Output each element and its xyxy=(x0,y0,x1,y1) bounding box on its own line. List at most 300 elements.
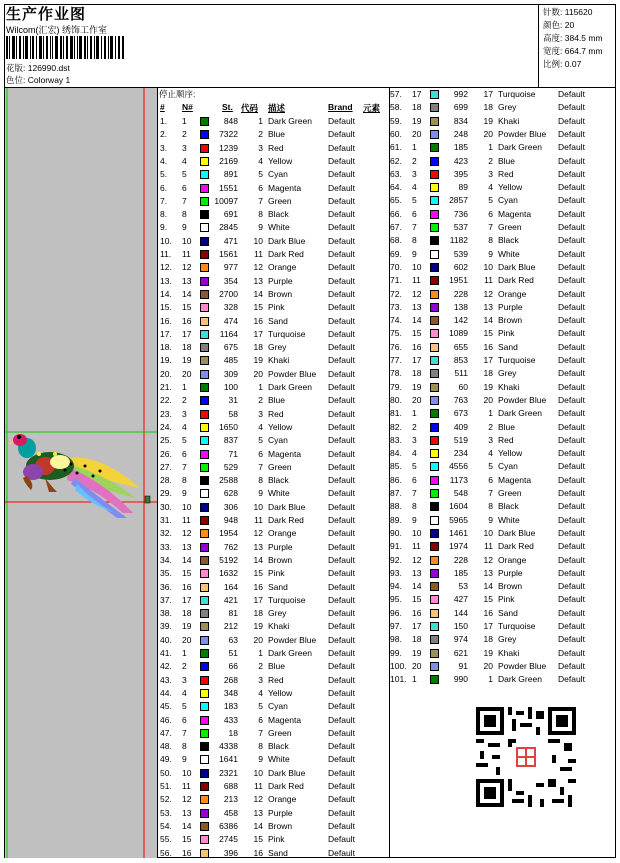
color-description: Dark Blue xyxy=(268,501,306,512)
color-description: Grey xyxy=(498,102,517,113)
color-swatch xyxy=(430,396,439,405)
stop-seq: 43. xyxy=(160,674,172,685)
thread-brand: Default xyxy=(558,394,585,405)
stitch-count: 837 xyxy=(223,435,238,446)
needle-number: 3 xyxy=(182,674,187,685)
stitch-count: 185 xyxy=(453,142,468,153)
needle-number: 6 xyxy=(182,182,187,193)
color-code: 16 xyxy=(253,581,263,592)
stop-seq: 52. xyxy=(160,794,172,805)
color-description: Black xyxy=(498,501,519,512)
needle-number: 15 xyxy=(412,594,422,605)
thread-brand: Default xyxy=(558,501,585,512)
needle-number: 1 xyxy=(412,674,417,685)
stitch-count: 4338 xyxy=(219,741,238,752)
color-swatch xyxy=(200,343,209,352)
stop-row xyxy=(158,128,388,141)
thread-brand: Default xyxy=(328,794,355,805)
color-swatch xyxy=(200,622,209,631)
color-code: 13 xyxy=(253,275,263,286)
stop-seq: 67. xyxy=(390,222,402,232)
stitch-count: 853 xyxy=(453,355,468,365)
needle-number: 16 xyxy=(412,607,422,618)
color-description: Red xyxy=(268,408,284,419)
stop-row xyxy=(388,354,618,367)
stop-seq: 47. xyxy=(160,727,172,738)
thread-brand: Default xyxy=(328,461,355,472)
needle-number: 18 xyxy=(182,608,192,619)
stitch-count: 1164 xyxy=(219,328,238,339)
stop-seq: 101. xyxy=(390,674,407,685)
color-description: Orange xyxy=(268,528,297,539)
stitch-count: 673 xyxy=(453,408,468,419)
color-description: Pink xyxy=(498,594,515,605)
thread-brand: Default xyxy=(328,568,355,579)
thread-brand: Default xyxy=(328,661,355,672)
stop-seq: 65. xyxy=(390,195,402,206)
color-description: Dark Red xyxy=(498,275,534,286)
needle-number: 6 xyxy=(412,474,417,485)
header-needle: N# xyxy=(182,102,193,112)
color-code: 16 xyxy=(483,341,493,352)
color-swatch xyxy=(430,117,439,126)
color-code: 2 xyxy=(258,129,263,140)
stop-seq: 20. xyxy=(160,368,172,379)
stop-seq: 1. xyxy=(160,116,168,126)
needle-number: 17 xyxy=(412,89,422,99)
color-code: 12 xyxy=(483,554,493,565)
needle-number: 18 xyxy=(412,368,422,379)
color-code: 7 xyxy=(488,488,493,498)
stitch-count: 328 xyxy=(223,302,238,313)
stop-row xyxy=(388,447,618,460)
thread-brand: Default xyxy=(558,488,585,498)
color-swatch xyxy=(200,636,209,645)
stop-seq: 2. xyxy=(160,129,168,140)
color-swatch xyxy=(430,476,439,485)
color-description: Orange xyxy=(498,288,527,299)
color-swatch xyxy=(430,449,439,458)
needle-number: 9 xyxy=(182,754,187,765)
header-brand: Brand xyxy=(328,102,353,112)
stop-row xyxy=(388,487,618,500)
color-code: 15 xyxy=(253,302,263,313)
stop-seq: 90. xyxy=(390,527,402,538)
needle-number: 7 xyxy=(182,195,187,206)
color-description: Green xyxy=(498,222,522,232)
stop-seq: 32. xyxy=(160,528,172,539)
design-info-panel xyxy=(538,4,616,87)
stitch-count: 228 xyxy=(453,288,468,299)
stop-row xyxy=(388,327,618,340)
stop-seq: 34. xyxy=(160,554,172,565)
color-code: 4 xyxy=(488,448,493,459)
color-swatch xyxy=(430,196,439,205)
qr-code xyxy=(472,703,580,811)
thread-brand: Default xyxy=(558,208,585,219)
color-code: 8 xyxy=(258,741,263,752)
thread-brand: Default xyxy=(328,342,355,353)
needle-number: 2 xyxy=(182,661,187,672)
color-swatch xyxy=(430,157,439,166)
stop-seq: 72. xyxy=(390,288,402,299)
color-description: Turquoise xyxy=(498,89,536,99)
color-swatch xyxy=(200,370,209,379)
stop-row xyxy=(388,88,618,101)
color-code: 9 xyxy=(258,754,263,765)
stop-seq: 88. xyxy=(390,501,402,512)
color-swatch xyxy=(200,197,209,206)
stop-row xyxy=(158,833,388,846)
thread-brand: Default xyxy=(328,235,355,246)
color-code: 1 xyxy=(258,648,263,658)
color-code: 13 xyxy=(483,301,493,312)
stop-seq: 3. xyxy=(160,142,168,153)
needle-number: 2 xyxy=(412,155,417,166)
stop-row xyxy=(388,474,618,487)
stop-seq: 79. xyxy=(390,381,402,392)
color-swatch xyxy=(200,755,209,764)
color-swatch xyxy=(430,290,439,299)
color-swatch xyxy=(200,609,209,618)
color-swatch xyxy=(200,795,209,804)
stop-row xyxy=(158,740,388,753)
stitch-count: 511 xyxy=(454,368,468,379)
stitch-count: 100 xyxy=(223,382,238,392)
stop-row xyxy=(388,421,618,434)
stop-row xyxy=(388,514,618,527)
stitch-count: 185 xyxy=(453,567,468,578)
color-code: 2 xyxy=(488,155,493,166)
color-code: 17 xyxy=(483,89,493,99)
color-description: Dark Green xyxy=(268,382,312,392)
needle-number: 19 xyxy=(412,647,422,658)
color-swatch xyxy=(200,849,209,858)
stitch-count: 234 xyxy=(453,448,468,459)
color-code: 20 xyxy=(253,634,263,645)
stitch-count: 2745 xyxy=(219,834,238,845)
color-description: Khaki xyxy=(498,115,520,126)
color-code: 5 xyxy=(488,461,493,472)
color-description: Dark Blue xyxy=(268,767,306,778)
needle-number: 5 xyxy=(412,195,417,206)
color-swatch xyxy=(200,317,209,326)
stop-sequence-title: 停止顺序: xyxy=(159,89,196,99)
color-code: 12 xyxy=(253,262,263,273)
stitch-count: 891 xyxy=(223,169,238,180)
stitch-count: 5192 xyxy=(219,554,238,565)
stitch-count: 1561 xyxy=(219,249,238,259)
thread-brand: Default xyxy=(328,395,355,406)
stitch-count: 348 xyxy=(223,687,238,698)
stop-seq: 22. xyxy=(160,395,172,406)
needle-number: 5 xyxy=(182,701,187,712)
stitch-count: 4556 xyxy=(449,461,468,472)
stitch-count: 736 xyxy=(453,208,468,219)
color-code: 3 xyxy=(258,408,263,419)
stop-row xyxy=(388,500,618,513)
thread-brand: Default xyxy=(328,169,355,180)
stitch-count: 1173 xyxy=(449,474,468,485)
stop-row xyxy=(388,274,618,287)
color-code: 6 xyxy=(258,182,263,193)
needle-number: 2 xyxy=(412,421,417,432)
stitch-count: 762 xyxy=(223,541,238,552)
stop-row xyxy=(158,554,388,567)
stop-seq: 81. xyxy=(390,408,402,419)
color-description: Dark Red xyxy=(268,249,304,259)
needle-number: 15 xyxy=(182,834,192,845)
color-swatch xyxy=(430,662,439,671)
color-swatch xyxy=(200,356,209,365)
thread-brand: Default xyxy=(328,727,355,738)
color-swatch xyxy=(200,383,209,392)
color-swatch xyxy=(430,383,439,392)
thread-brand: Default xyxy=(558,381,585,392)
needle-number: 11 xyxy=(412,541,421,552)
color-swatch xyxy=(200,117,209,126)
stop-seq: 80. xyxy=(390,394,402,405)
stop-seq: 17. xyxy=(160,328,172,339)
stitch-count: 7322 xyxy=(219,129,238,140)
color-code: 11 xyxy=(254,249,263,259)
stop-seq: 77. xyxy=(390,355,402,365)
stop-row xyxy=(388,301,618,314)
stop-row xyxy=(158,820,388,833)
stitch-count: 427 xyxy=(453,594,468,605)
stitch-count: 71 xyxy=(228,448,238,459)
color-code: 1 xyxy=(258,382,263,392)
needle-number: 12 xyxy=(182,794,192,805)
stitch-count: 421 xyxy=(223,594,238,605)
stop-seq: 59. xyxy=(390,115,402,126)
stitch-count: 51 xyxy=(228,648,238,658)
stop-row xyxy=(388,660,618,673)
stop-seq: 64. xyxy=(390,182,402,193)
stop-row xyxy=(158,620,388,633)
stitch-count: 144 xyxy=(453,607,468,618)
stop-seq: 71. xyxy=(390,275,402,286)
thread-brand: Default xyxy=(558,660,585,671)
color-swatch xyxy=(200,662,209,671)
thread-brand: Default xyxy=(328,475,355,486)
stop-seq: 41. xyxy=(160,648,172,658)
needle-number: 1 xyxy=(182,648,187,658)
stitch-count: 675 xyxy=(223,342,238,353)
stitch-count: 150 xyxy=(453,621,468,631)
thread-brand: Default xyxy=(328,368,355,379)
thread-brand: Default xyxy=(558,89,585,99)
stitch-count: 1954 xyxy=(219,528,238,539)
color-swatch xyxy=(430,356,439,365)
thread-brand: Default xyxy=(558,594,585,605)
needle-number: 2 xyxy=(182,395,187,406)
stop-seq: 8. xyxy=(160,209,168,220)
color-code: 7 xyxy=(258,195,263,206)
color-swatch xyxy=(200,556,209,565)
needle-number: 6 xyxy=(182,448,187,459)
thread-brand: Default xyxy=(558,115,585,126)
color-swatch xyxy=(430,502,439,511)
stop-row xyxy=(158,847,388,860)
stop-row xyxy=(158,634,388,647)
stop-row xyxy=(158,807,388,820)
stop-seq: 61. xyxy=(390,142,402,153)
thread-brand: Default xyxy=(558,647,585,658)
stop-seq: 33. xyxy=(160,541,172,552)
stop-row xyxy=(388,234,618,247)
stitch-count: 974 xyxy=(453,634,468,645)
color-code: 12 xyxy=(483,288,493,299)
qr-logo xyxy=(516,747,536,767)
color-swatch xyxy=(200,702,209,711)
color-code: 18 xyxy=(483,634,493,645)
stop-seq: 63. xyxy=(390,168,402,179)
needle-number: 18 xyxy=(412,634,422,645)
needle-number: 15 xyxy=(412,328,422,339)
thread-brand: Default xyxy=(558,567,585,578)
stop-row xyxy=(158,328,388,341)
stop-seq: 16. xyxy=(160,315,172,326)
color-code: 10 xyxy=(253,235,263,246)
color-code: 18 xyxy=(483,368,493,379)
color-swatch xyxy=(430,369,439,378)
needle-number: 11 xyxy=(182,515,191,525)
color-description: Khaki xyxy=(498,647,520,658)
needle-number: 19 xyxy=(182,621,192,632)
color-swatch xyxy=(200,144,209,153)
needle-number: 9 xyxy=(182,488,187,499)
needle-number: 4 xyxy=(182,155,187,166)
thread-brand: Default xyxy=(558,142,585,153)
stitch-count: 138 xyxy=(453,301,468,312)
color-swatch xyxy=(430,223,439,232)
stop-row xyxy=(388,221,618,234)
stop-seq: 69. xyxy=(390,248,402,259)
stitch-count: 268 xyxy=(223,674,238,685)
stop-seq: 51. xyxy=(160,781,172,791)
needle-number: 10 xyxy=(412,261,422,272)
needle-number: 5 xyxy=(412,461,417,472)
stop-row xyxy=(158,221,388,234)
color-description: Turquoise xyxy=(498,621,536,631)
needle-number: 2 xyxy=(182,129,187,140)
color-description: Cyan xyxy=(498,461,518,472)
stop-row xyxy=(388,181,618,194)
needle-number: 11 xyxy=(412,275,421,286)
thread-brand: Default xyxy=(328,448,355,459)
thread-brand: Default xyxy=(558,261,585,272)
header-code: 代码 xyxy=(241,103,259,113)
thread-brand: Default xyxy=(328,648,355,658)
thread-brand: Default xyxy=(328,594,355,605)
stitch-count: 1974 xyxy=(449,541,468,552)
stitch-count: 433 xyxy=(223,714,238,725)
color-code: 20 xyxy=(253,368,263,379)
color-description: Red xyxy=(268,674,284,685)
stop-row xyxy=(158,235,388,248)
color-code: 15 xyxy=(253,834,263,845)
color-swatch xyxy=(200,689,209,698)
stop-row xyxy=(388,647,618,660)
stitch-count: 977 xyxy=(223,262,238,273)
stitch-count: 183 xyxy=(223,701,238,712)
color-swatch xyxy=(430,649,439,658)
stop-row xyxy=(158,421,388,434)
thread-brand: Default xyxy=(328,421,355,432)
stop-seq: 76. xyxy=(390,341,402,352)
color-swatch xyxy=(200,583,209,592)
needle-number: 14 xyxy=(182,820,192,831)
needle-number: 12 xyxy=(412,554,422,565)
color-swatch xyxy=(200,463,209,472)
stop-seq: 82. xyxy=(390,421,402,432)
thread-brand: Default xyxy=(558,634,585,645)
color-description: Green xyxy=(268,461,292,472)
color-code: 17 xyxy=(253,328,263,339)
needle-number: 20 xyxy=(182,368,192,379)
stop-row xyxy=(158,541,388,554)
thread-brand: Default xyxy=(328,195,355,206)
color-swatch xyxy=(430,210,439,219)
stop-row xyxy=(388,607,618,620)
color-code: 16 xyxy=(253,315,263,326)
stop-seq: 10. xyxy=(160,235,172,246)
stop-row xyxy=(158,674,388,687)
stop-row xyxy=(388,527,618,540)
color-code: 12 xyxy=(253,528,263,539)
color-swatch xyxy=(200,729,209,738)
color-description: Yellow xyxy=(268,155,293,166)
color-description: Blue xyxy=(268,395,286,406)
needle-number: 14 xyxy=(412,581,422,592)
stop-row xyxy=(158,315,388,328)
needle-number: 13 xyxy=(182,541,192,552)
stitch-count: 1551 xyxy=(219,182,238,193)
stop-seq: 78. xyxy=(390,368,402,379)
color-description: Brown xyxy=(498,581,523,592)
color-description: Brown xyxy=(268,820,293,831)
thread-brand: Default xyxy=(558,541,585,552)
color-code: 13 xyxy=(483,567,493,578)
thread-brand: Default xyxy=(558,315,585,326)
barcode xyxy=(6,36,124,59)
stop-seq: 45. xyxy=(160,701,172,712)
stitch-count: 306 xyxy=(223,501,238,512)
color-description: Orange xyxy=(268,262,297,273)
stitch-count: 354 xyxy=(223,275,238,286)
stop-seq: 56. xyxy=(160,847,172,858)
color-swatch xyxy=(200,809,209,818)
stop-row xyxy=(388,194,618,207)
color-swatch xyxy=(430,90,439,99)
thread-brand: Default xyxy=(558,168,585,179)
stop-seq: 62. xyxy=(390,155,402,166)
stop-seq: 53. xyxy=(160,807,172,818)
stitch-count: 6386 xyxy=(219,820,238,831)
color-swatch xyxy=(200,516,209,525)
thread-brand: Default xyxy=(328,767,355,778)
stop-row xyxy=(158,368,388,381)
stitch-count: 1632 xyxy=(219,568,238,579)
stitch-count: 1461 xyxy=(449,527,468,538)
color-swatch xyxy=(200,769,209,778)
stop-seq: 30. xyxy=(160,501,172,512)
color-description: Dark Green xyxy=(498,142,542,153)
color-description: Yellow xyxy=(498,448,523,459)
stop-seq: 48. xyxy=(160,741,172,752)
stop-row xyxy=(158,354,388,367)
